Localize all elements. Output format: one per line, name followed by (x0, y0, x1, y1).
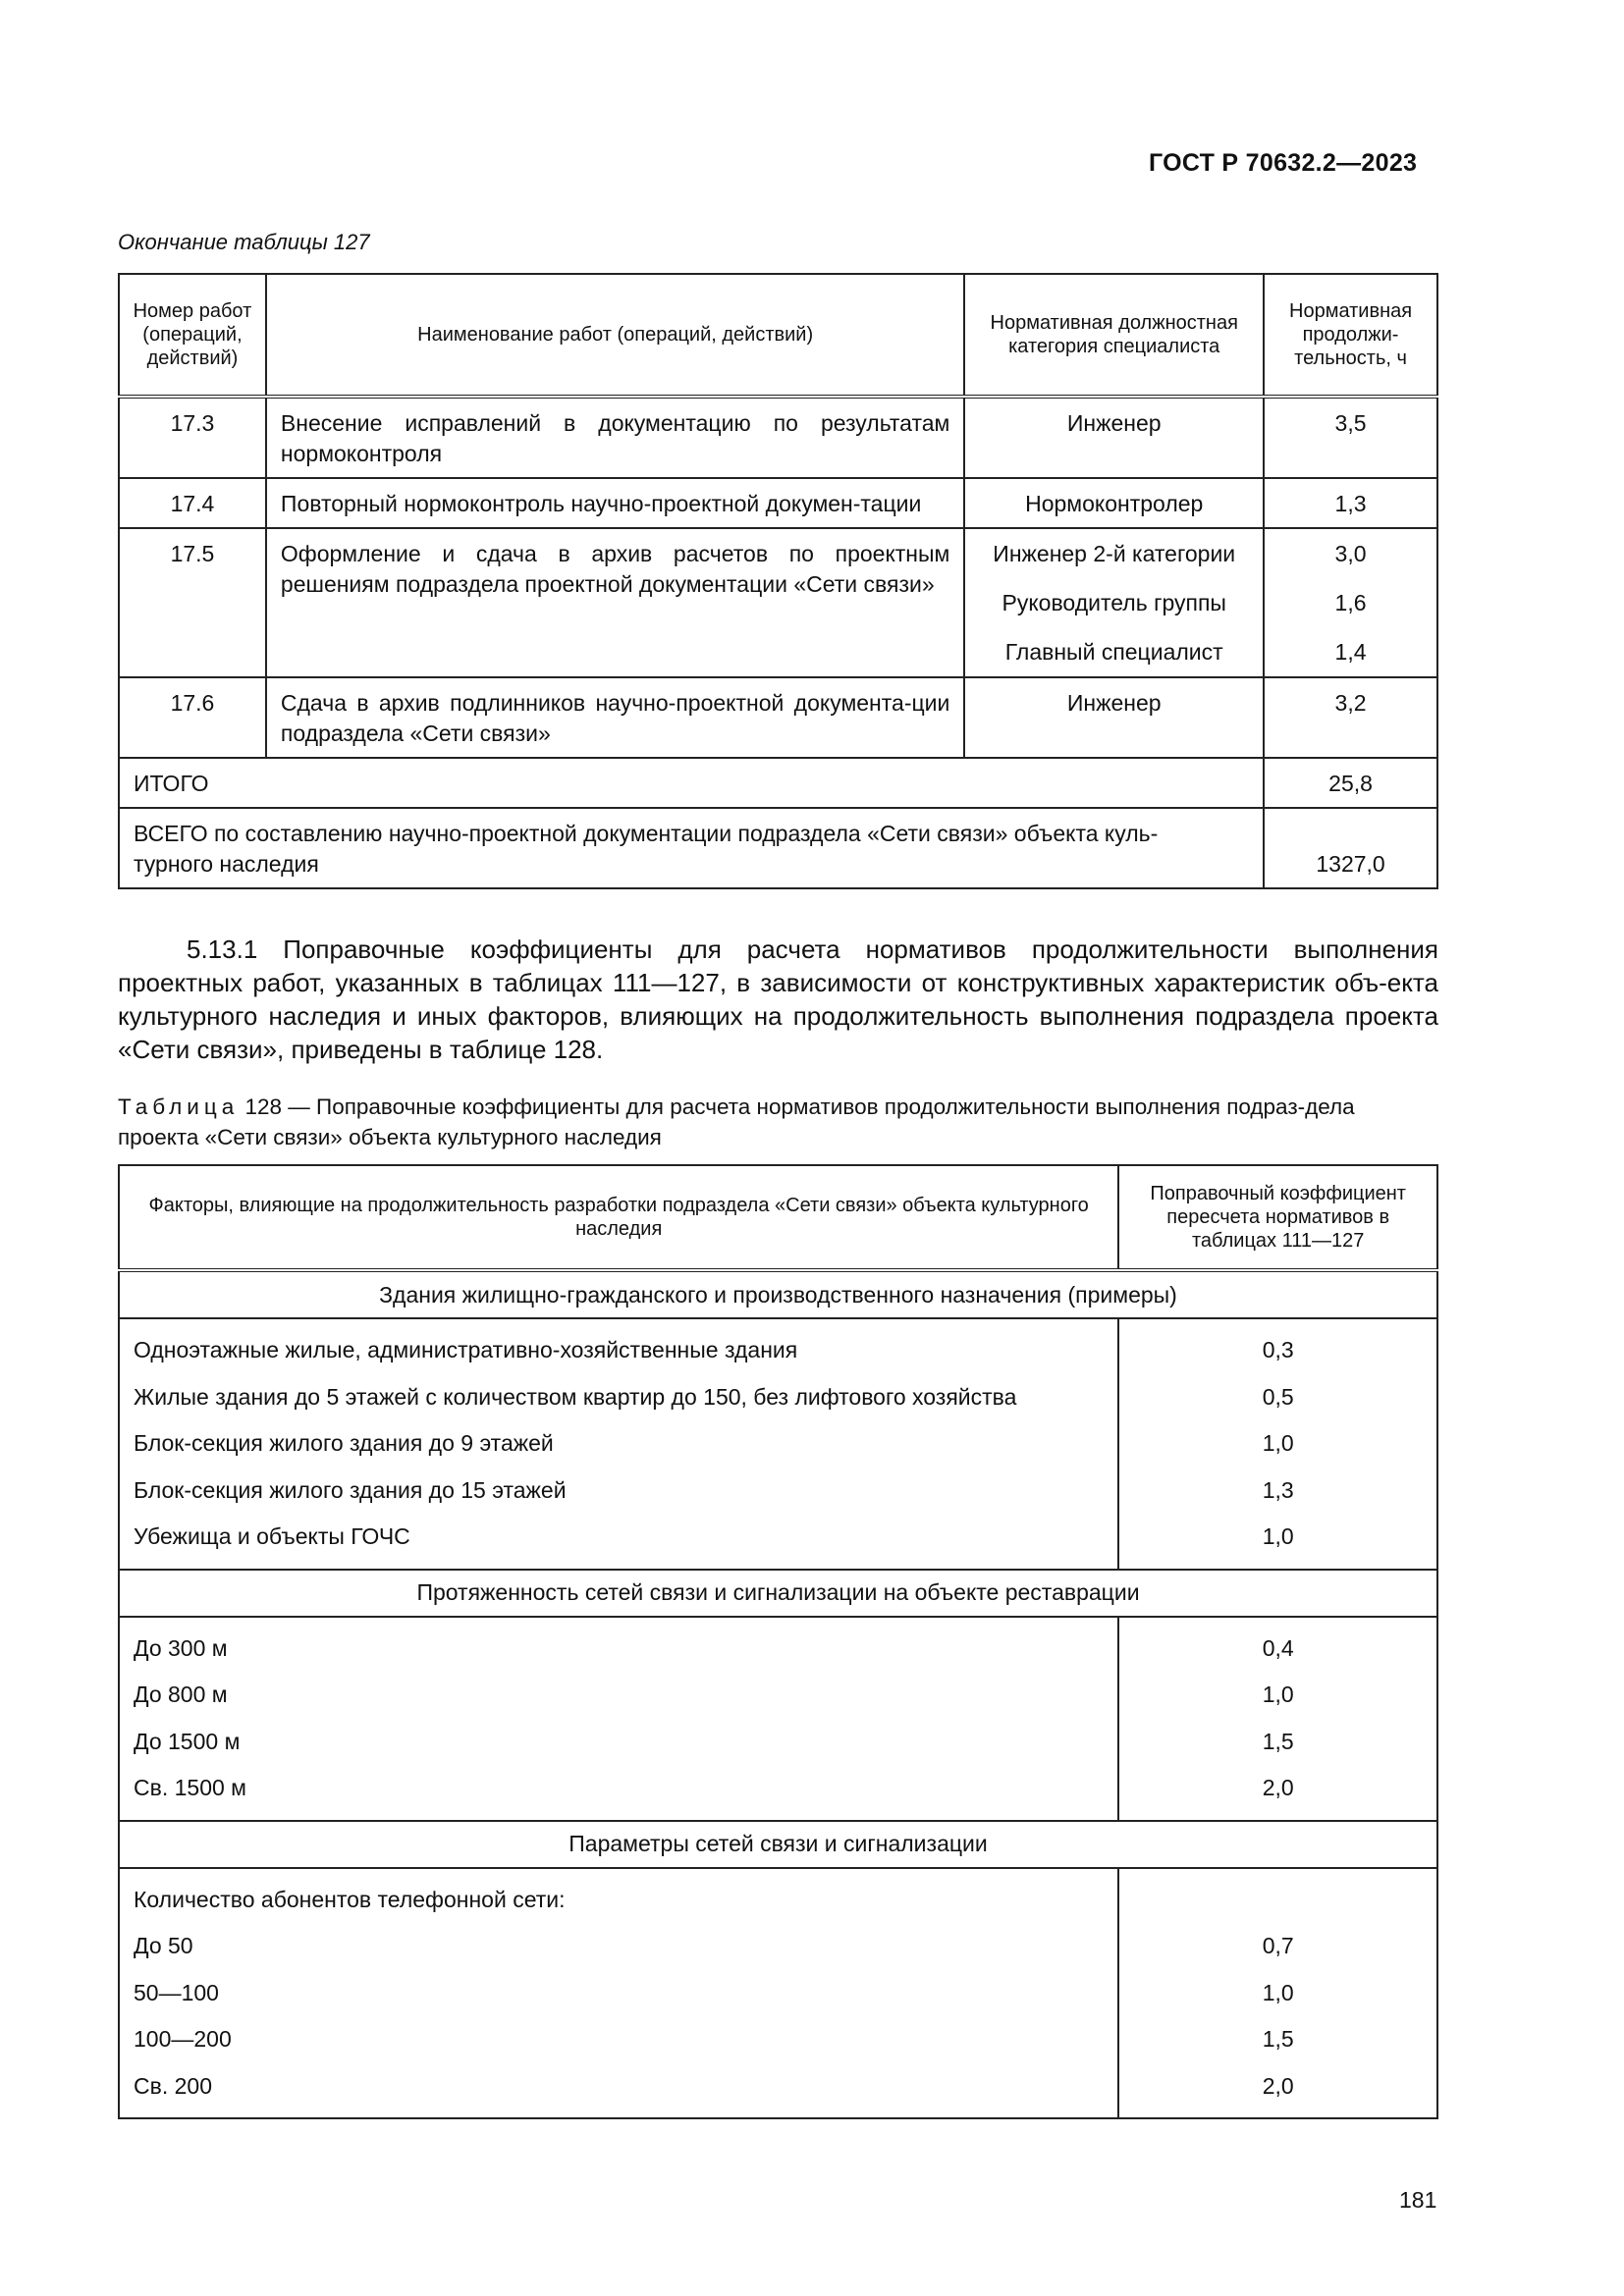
table-127 (118, 273, 1438, 889)
row-category: Руководитель группы (1001, 590, 1226, 615)
table-128-caption (118, 1092, 1438, 1152)
row-categories (964, 528, 1264, 677)
row-duration: 1,4 (1334, 639, 1367, 665)
coefficient-value: 0,5 (1262, 1383, 1294, 1410)
grand-total-label: ВСЕГО по составлению научно-проектной документации подраздела «Сети связи» объекта куль-турного наследия (119, 808, 1264, 888)
section-header (119, 1821, 1437, 1868)
table-128-caption-text: 128 — Поправочные коэффициенты для расчета нормативов продолжительности выполнения подраз-дела проекта «Сети связи» объекта культурного наследия (118, 1095, 1355, 1149)
factor-item: Св. 1500 м (134, 1775, 246, 1800)
coefficient-value: 0,4 (1262, 1634, 1294, 1661)
page-number: 181 (1399, 2187, 1437, 2213)
table-header-row (119, 274, 1437, 397)
paragraph-text: 5.13.1 Поправочные коэффициенты для расчета нормативов продолжительности выполнения проектных работ, указанных в таблицах 111—127, в зависимости от конструктивных характеристик объ-екта культурного наследия и иных факторов, влияющих на продолжительность выполнения подраздела проекта «Сети связи», приведены в таблице 128. (118, 934, 1438, 1064)
factor-item: Убежища и объекты ГОЧС (134, 1523, 410, 1549)
row-duration: 1,6 (1334, 590, 1367, 615)
coefficient-value: 0,7 (1262, 1933, 1294, 1958)
table-row (119, 478, 1437, 528)
header-duration: Нормативная продолжи-тельность, ч (1264, 274, 1437, 397)
row-duration: 1,3 (1264, 478, 1437, 528)
row-durations (1264, 528, 1437, 677)
factor-item: Жилые здания до 5 этажей с количеством квартир до 150, без лифтового хозяйства (134, 1383, 1017, 1410)
factor-item: До 50 (134, 1933, 193, 1958)
section-rows (119, 1617, 1437, 1821)
factor-item: Одноэтажные жилые, административно-хозяйственные здания (134, 1337, 798, 1362)
grand-total-row (119, 808, 1437, 888)
row-work-name: Внесение исправлений в документацию по результатам нормоконтроля (266, 397, 964, 478)
section-title: Параметры сетей связи и сигнализации (119, 1821, 1437, 1868)
row-work-name: Оформление и сдача в архив расчетов по проектным решениям подраздела проектной документации «Сети связи» (266, 528, 964, 677)
grand-total-value: 1327,0 (1264, 808, 1437, 888)
factor-item: До 800 м (134, 1682, 228, 1707)
table-127-caption: Окончание таблицы 127 (118, 230, 370, 254)
table-header-row (119, 1165, 1437, 1270)
coefficient-value: 1,0 (1262, 1430, 1294, 1456)
coefficient-value: 1,0 (1262, 1682, 1294, 1707)
factor-item: До 1500 м (134, 1728, 241, 1754)
row-category: Инженер (964, 397, 1264, 478)
coefficient-list (1118, 1617, 1437, 1821)
section-rows (119, 1318, 1437, 1570)
factor-list (119, 1868, 1118, 2119)
row-number: 17.5 (119, 528, 266, 677)
document-code: ГОСТ Р 70632.2—2023 (1149, 149, 1418, 177)
row-duration: 3,2 (1264, 677, 1437, 758)
coefficient-value: 1,5 (1262, 2026, 1294, 2052)
table-128-caption-prefix: Таблица (118, 1095, 240, 1119)
section-title: Здания жилищно-гражданского и производственного назначения (примеры) (119, 1270, 1437, 1318)
row-number: 17.4 (119, 478, 266, 528)
row-work-name: Сдача в архив подлинников научно-проектной документа-ции подраздела «Сети связи» (266, 677, 964, 758)
header-number: Номер работ (операций, действий) (119, 274, 266, 397)
coefficient-value: 1,3 (1262, 1476, 1294, 1503)
row-category: Инженер 2-й категории (993, 541, 1236, 566)
factor-list (119, 1617, 1118, 1821)
coefficient-value: 2,0 (1262, 2072, 1294, 2099)
coefficient-value: 1,5 (1262, 1728, 1294, 1754)
section-rows (119, 1868, 1437, 2119)
row-category: Инженер (964, 677, 1264, 758)
table-row (119, 528, 1437, 677)
table-row (119, 677, 1437, 758)
factor-item: До 300 м (134, 1634, 228, 1661)
coefficient-value: 1,0 (1262, 1523, 1294, 1549)
section-title: Протяженность сетей связи и сигнализации на объекте реставрации (119, 1570, 1437, 1617)
factor-item: Количество абонентов телефонной сети: (134, 1886, 566, 1912)
section-header (119, 1570, 1437, 1617)
header-category: Нормативная должностная категория специалиста (964, 274, 1264, 397)
coefficient-value (1133, 1877, 1423, 1924)
table-128 (118, 1164, 1438, 2119)
row-category: Главный специалист (1004, 639, 1223, 665)
factor-item: Блок-секция жилого здания до 9 этажей (134, 1430, 554, 1456)
header-work-name: Наименование работ (операций, действий) (266, 274, 964, 397)
paragraph-5-13-1 (118, 933, 1438, 1066)
coefficient-value: 2,0 (1262, 1775, 1294, 1800)
row-category: Нормоконтролер (964, 478, 1264, 528)
factor-item: 50—100 (134, 1979, 219, 2005)
coefficient-list (1118, 1318, 1437, 1570)
header-factors: Факторы, влияющие на продолжительность разработки подраздела «Сети связи» объекта культурного наследия (119, 1165, 1118, 1270)
row-duration: 3,0 (1334, 541, 1367, 566)
coefficient-value: 1,0 (1262, 1979, 1294, 2005)
row-work-name: Повторный нормоконтроль научно-проектной докумен-тации (266, 478, 964, 528)
table-row (119, 397, 1437, 478)
coefficient-value: 0,3 (1262, 1337, 1294, 1362)
row-duration: 3,5 (1264, 397, 1437, 478)
total-label: ИТОГО (119, 758, 1264, 808)
row-number: 17.6 (119, 677, 266, 758)
total-value: 25,8 (1264, 758, 1437, 808)
total-row (119, 758, 1437, 808)
row-number: 17.3 (119, 397, 266, 478)
factor-item: Блок-секция жилого здания до 15 этажей (134, 1476, 567, 1503)
coefficient-list (1118, 1868, 1437, 2119)
factor-item: Св. 200 (134, 2072, 212, 2099)
header-coefficient: Поправочный коэффициент пересчета нормативов в таблицах 111—127 (1118, 1165, 1437, 1270)
section-header (119, 1270, 1437, 1318)
factor-list (119, 1318, 1118, 1570)
factor-item: 100—200 (134, 2026, 232, 2052)
